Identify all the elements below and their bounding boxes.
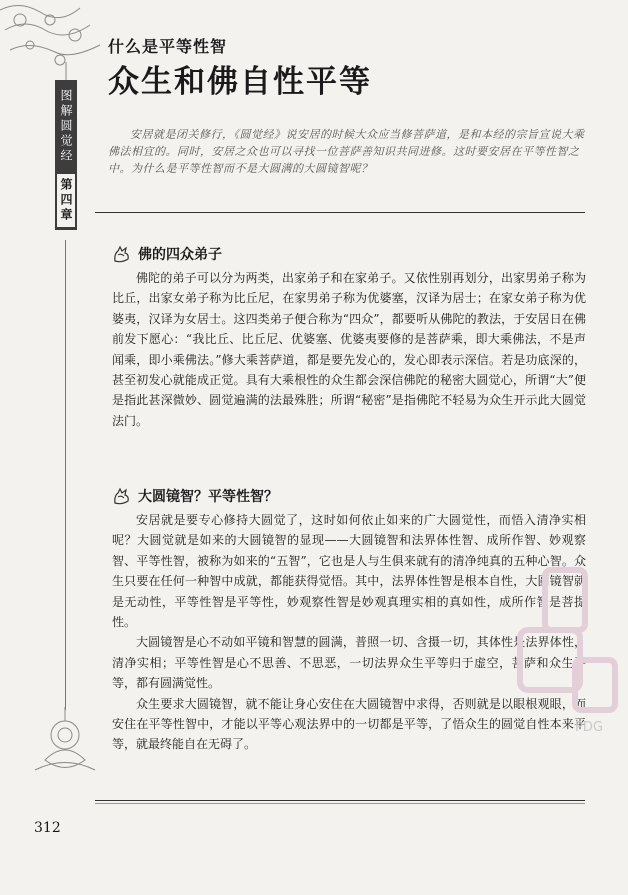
paragraph: 众生要求大圆镜智，就不能让身心安住在大圆镜智中求得，否则就是以眼根观眼，而安住在平等性智中，才能以平等心观法界中的一切都是平等，了悟众生的圆觉自性本来平等，就最终能自在无碍了。 (112, 696, 586, 752)
page-title: 众生和佛自性平等 (108, 64, 372, 100)
chapter-label: 第四章 (57, 174, 75, 227)
section-1-body (112, 268, 586, 431)
section-heading-1-text: 佛的四众弟子 (138, 247, 222, 263)
paragraph: 安居就是要专心修持大圆觉了，这时如何依止如来的广大圆觉性，而悟入清净实相呢？大圆觉就是如来的大圆镜智的显现——大圆镜智和法界体性智、成所作智、妙观察智、平等性智，被称为如来的“五智”，它也是人与生俱来就有的清净纯真的五种心智。众生只要在任何一种智中成就，都能获得觉悟。其中，法界体性智是根本自性，大圆镜智就是无动性，平等性智是平等性，妙观察性智是妙观真理实相的真如性，成所作智是菩提性。 (112, 513, 586, 630)
page-number: 312 (34, 820, 61, 836)
top-rule (95, 212, 585, 213)
bottom-rule (95, 800, 585, 801)
hand-icon (112, 487, 132, 505)
hand-icon (112, 245, 132, 263)
series-label: 图解圆觉经 (59, 88, 73, 164)
section-heading-2-text: 大圆镜智？平等性智？ (138, 489, 278, 505)
floral-ornament-top (0, 0, 105, 80)
kicker-title: 什么是平等性智 (108, 37, 228, 56)
watermark-seal-icon (505, 560, 625, 780)
paragraph: 大圆镜智是心不动如平镜和智慧的圆满，普照一切、含摄一切，其体性是法界体性，清净实相；平等性智是心不思善、不思恶，一切法界众生平等归于虚空，菩萨和众生平等，都有圆满觉性。 (112, 635, 586, 691)
intro-paragraph: 安居就是闭关修行，《圆觉经》说安居的时候大众应当修菩萨道，是和本经的宗旨宣说大乘佛法相宜的。同时，安居之众也可以寻找一位菩萨善知识共同进修。这时要安居在平等性智之中。为什么是平等性智而不是大圆满的大圆镜智呢？ (108, 128, 585, 175)
section-heading-1 (112, 244, 222, 264)
chapter-side-tab (55, 80, 77, 230)
paragraph: 佛陀的弟子可以分为两类，出家弟子和在家弟子。又依性别再划分，出家男弟子称为比丘，出家女弟子称为比丘尼，在家男弟子称为优婆塞，汉译为居士；在家女弟子称为优婆夷，汉译为女居士。这四类弟子便合称为“四众”，都要听从佛陀的教法，于安居日在佛前发下愿心：“我比丘、比丘尼、优婆塞、优婆夷要修的是菩萨乘，即大乘佛法，不是声闻乘，即小乘佛法。”修大乘菩萨道，都是要先发心的，发心即表示深信。若是功底深的，甚至初发心就能成正觉。具有大乘根性的众生都会深信佛陀的秘密大圆觉心，所谓“大”便是指此甚深微妙、圆觉遍满的法最殊胜；所谓“秘密”是指佛陀不轻易为众生开示此大圆觉法门。 (112, 271, 586, 428)
bottom-rule-thin (95, 803, 585, 804)
section-heading-2 (112, 486, 278, 506)
side-divider-line (65, 240, 66, 710)
lotus-ornament-bottom (25, 705, 105, 785)
watermark-text: PDG (575, 720, 603, 735)
watermark (505, 560, 625, 780)
